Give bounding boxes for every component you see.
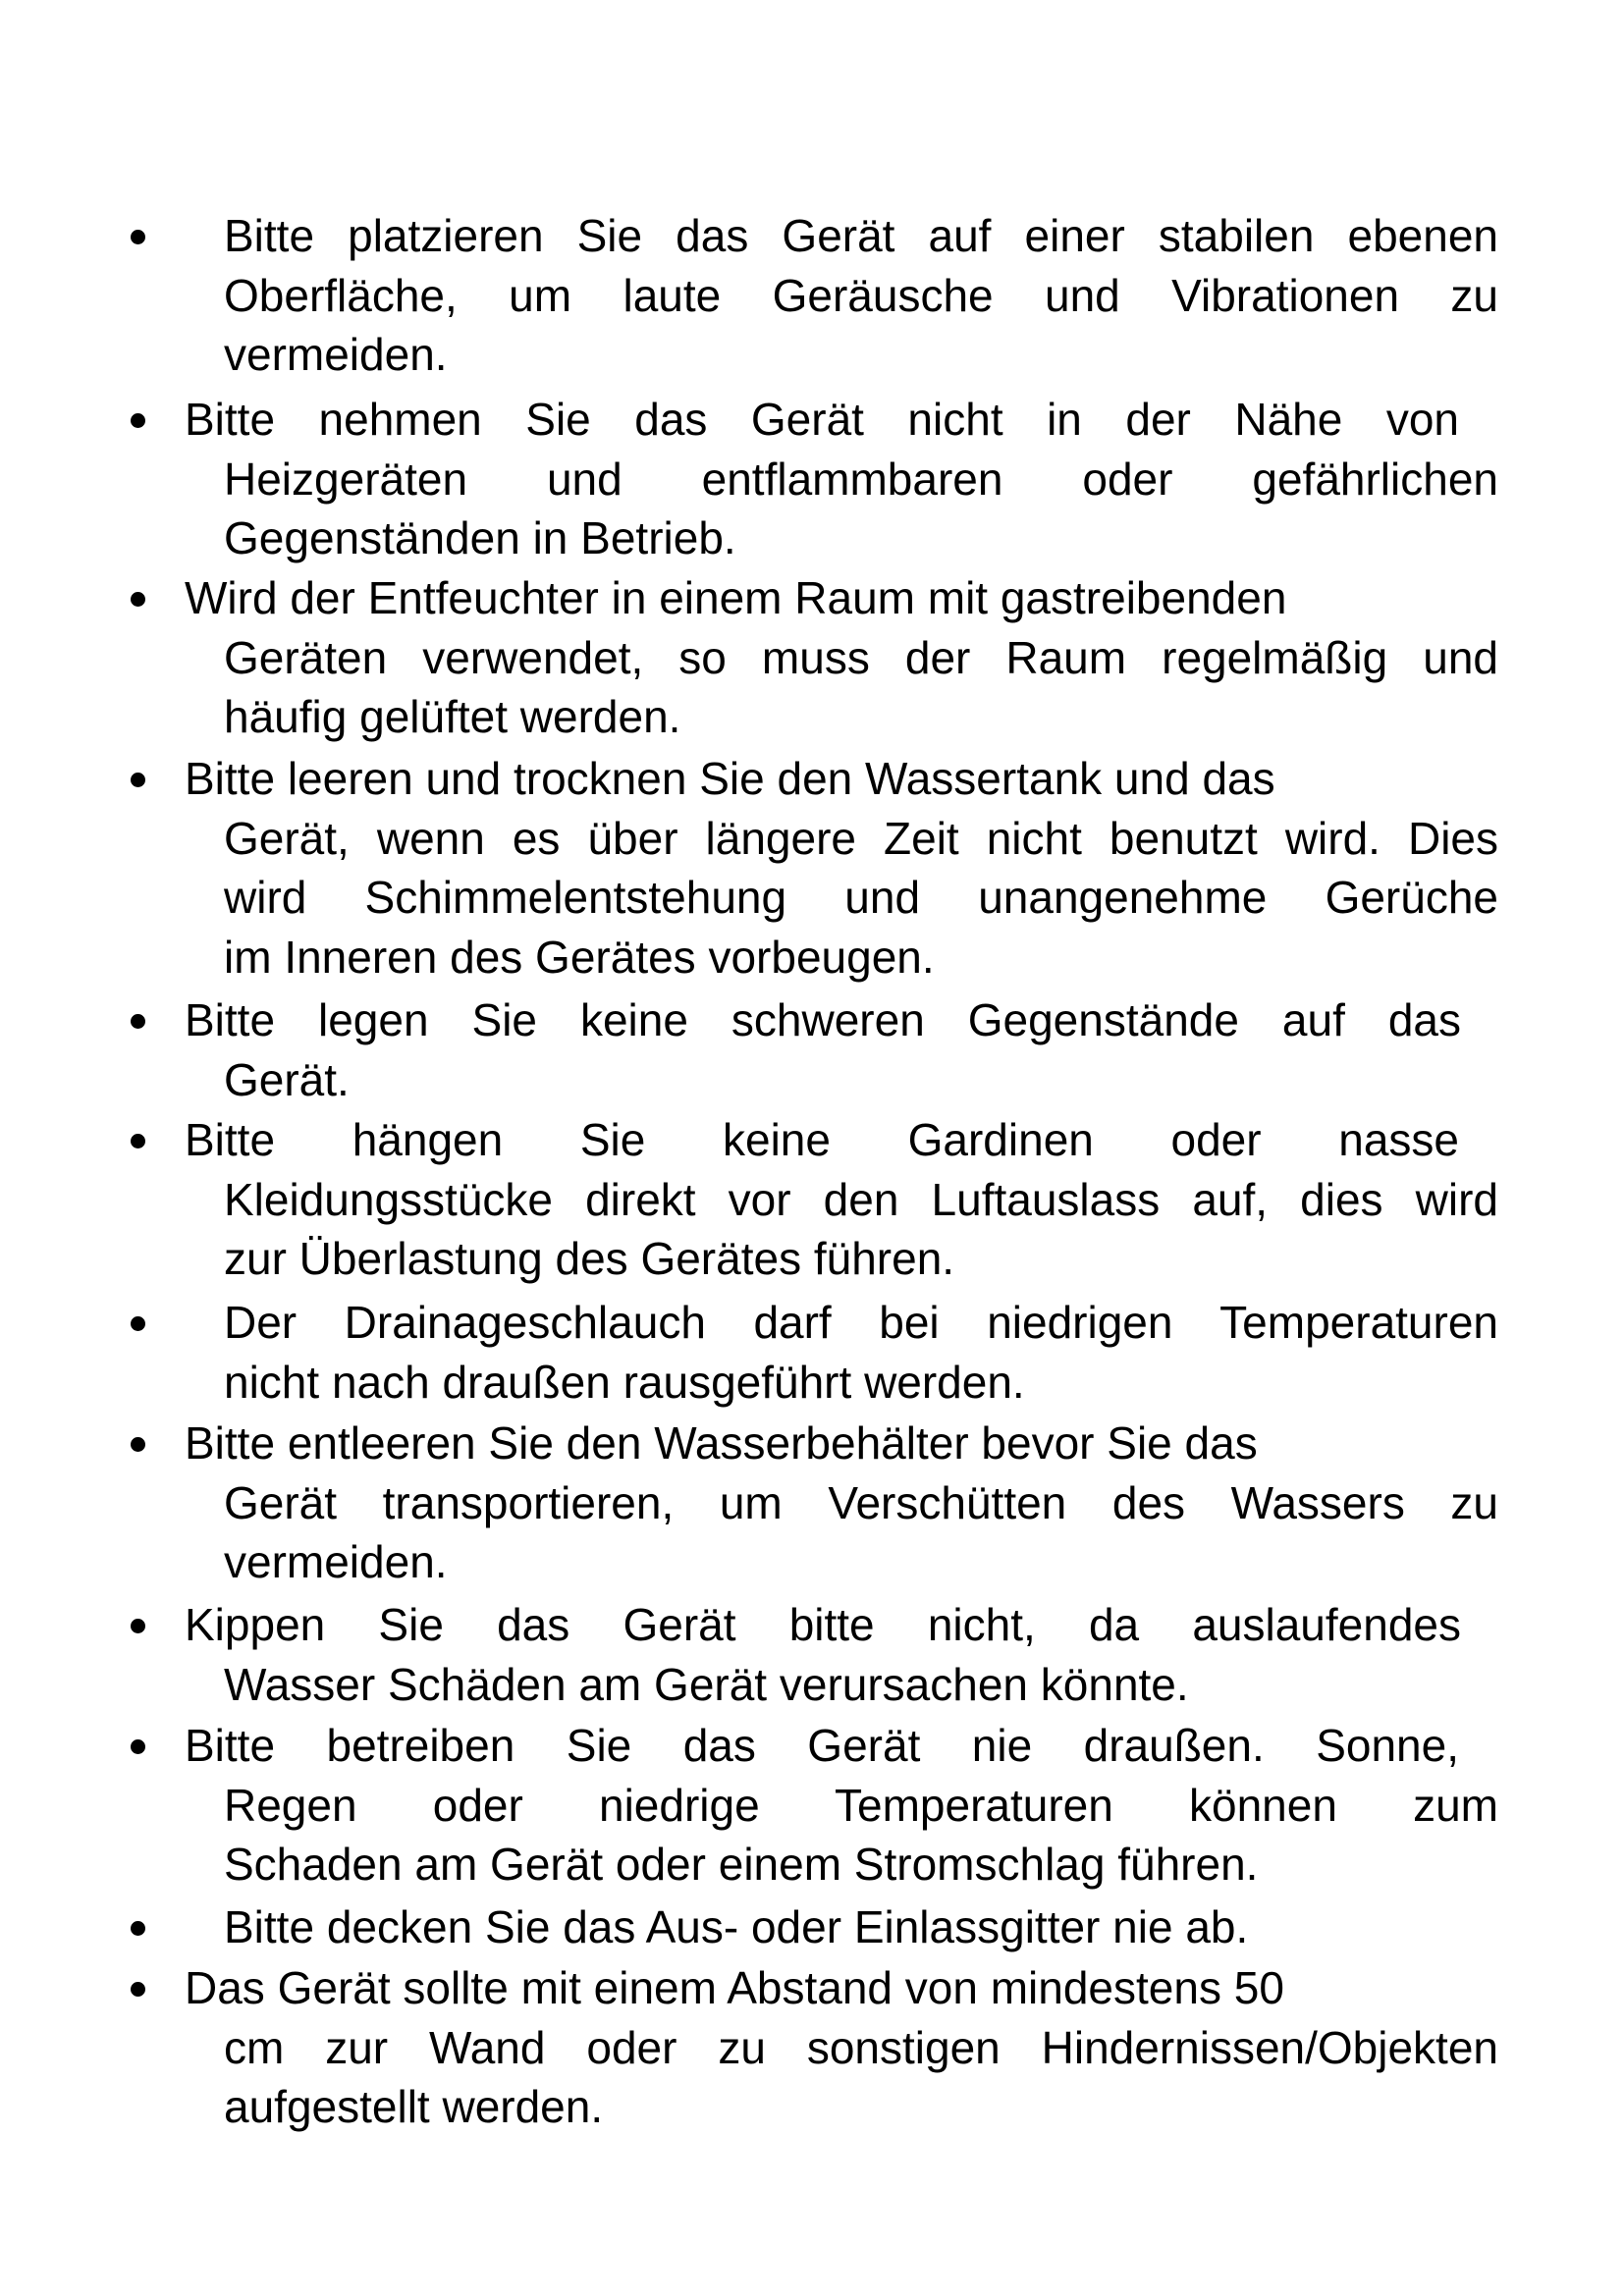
- text-line: Bitte decken Sie das Aus- oder Einlassgitter nie ab.: [224, 1901, 1249, 1952]
- bullet-icon: [131, 1739, 145, 1754]
- text-line: wird Schimmelentstehung und unangenehme Gerüche: [224, 872, 1498, 923]
- bullet-icon: [131, 1134, 145, 1148]
- bullet-icon: [131, 230, 145, 244]
- bullet-icon: [131, 1316, 145, 1331]
- text-line: Regen oder niedrige Temperaturen können zum: [224, 1779, 1498, 1831]
- list-item-text: [224, 1293, 1498, 1412]
- text-line: Schaden am Gerät oder einem Stromschlag führen.: [224, 1839, 1259, 1890]
- text-line: Der Drainageschlauch darf bei niedrigen Temperaturen: [224, 1297, 1498, 1348]
- bullet-icon: [131, 1014, 145, 1029]
- list-item-text: [185, 1110, 1498, 1289]
- text-line: im Inneren des Gerätes vorbeugen.: [224, 931, 935, 983]
- text-line: Gegenständen in Betrieb.: [224, 512, 736, 563]
- bullet-icon: [131, 413, 145, 428]
- bullet-icon: [131, 1921, 145, 1936]
- text-line: häufig gelüftet werden.: [224, 691, 681, 742]
- bullet-icon: [131, 1982, 145, 1997]
- text-line: Bitte platzieren Sie das Gerät auf einer stabilen ebenen: [224, 210, 1498, 261]
- text-line: Bitte entleeren Sie den Wasserbehälter bevor Sie das: [185, 1417, 1258, 1468]
- text-line: vermeiden.: [224, 329, 448, 380]
- text-line: Bitte legen Sie keine schweren Gegenstände auf das: [185, 994, 1461, 1045]
- text-line: Kippen Sie das Gerät bitte nicht, da auslaufendes: [185, 1599, 1461, 1650]
- list-item-text: [185, 749, 1498, 987]
- list-item-text: [185, 1958, 1498, 2137]
- list-item-text: [185, 1414, 1498, 1592]
- bullet-icon: [131, 1437, 145, 1452]
- text-line: aufgestellt werden.: [224, 2081, 604, 2132]
- text-line: cm zur Wand oder zu sonstigen Hindernissen/Objekten: [224, 2021, 1498, 2073]
- text-line: Gerät, wenn es über längere Zeit nicht benutzt wird. Dies: [224, 812, 1498, 864]
- text-line: Gerät.: [224, 1053, 350, 1105]
- text-line: nicht nach draußen rausgeführt werden.: [224, 1356, 1025, 1408]
- text-line: zur Überlastung des Gerätes führen.: [224, 1233, 955, 1284]
- text-line: Oberfläche, um laute Geräusche und Vibrationen zu: [224, 269, 1498, 321]
- text-line: Wasser Schäden am Gerät verursachen könnte.: [224, 1658, 1189, 1710]
- list-item-text: [185, 390, 1498, 568]
- bullet-icon: [131, 773, 145, 787]
- text-line: vermeiden.: [224, 1536, 448, 1587]
- list-item-text: [185, 990, 1461, 1109]
- text-line: Heizgeräten und entflammbaren oder gefährlichen: [224, 453, 1498, 505]
- bullet-icon: [131, 1619, 145, 1633]
- text-line: Gerät transportieren, um Verschütten des Wassers zu: [224, 1476, 1498, 1528]
- text-line: Bitte betreiben Sie das Gerät nie draußen. Sonne,: [185, 1720, 1459, 1771]
- text-line: Bitte nehmen Sie das Gerät nicht in der Nähe von: [185, 394, 1459, 445]
- list-item-text: [185, 1595, 1461, 1714]
- list-item-text: [185, 1716, 1498, 1895]
- text-line: Das Gerät sollte mit einem Abstand von mindestens 50: [185, 1962, 1284, 2013]
- text-line: Wird der Entfeuchter in einem Raum mit gastreibenden: [185, 572, 1287, 623]
- text-line: Bitte leeren und trocknen Sie den Wassertank und das: [185, 753, 1275, 804]
- list-item-text: [224, 206, 1498, 385]
- list-item-text: [185, 568, 1498, 747]
- bullet-icon: [131, 592, 145, 607]
- list-item-text: [224, 1897, 1498, 1957]
- text-line: Geräten verwendet, so muss der Raum regelmäßig und: [224, 631, 1498, 683]
- text-line: Kleidungsstücke direkt vor den Luftauslass auf, dies wird: [224, 1173, 1498, 1225]
- text-line: Bitte hängen Sie keine Gardinen oder nasse: [185, 1114, 1459, 1165]
